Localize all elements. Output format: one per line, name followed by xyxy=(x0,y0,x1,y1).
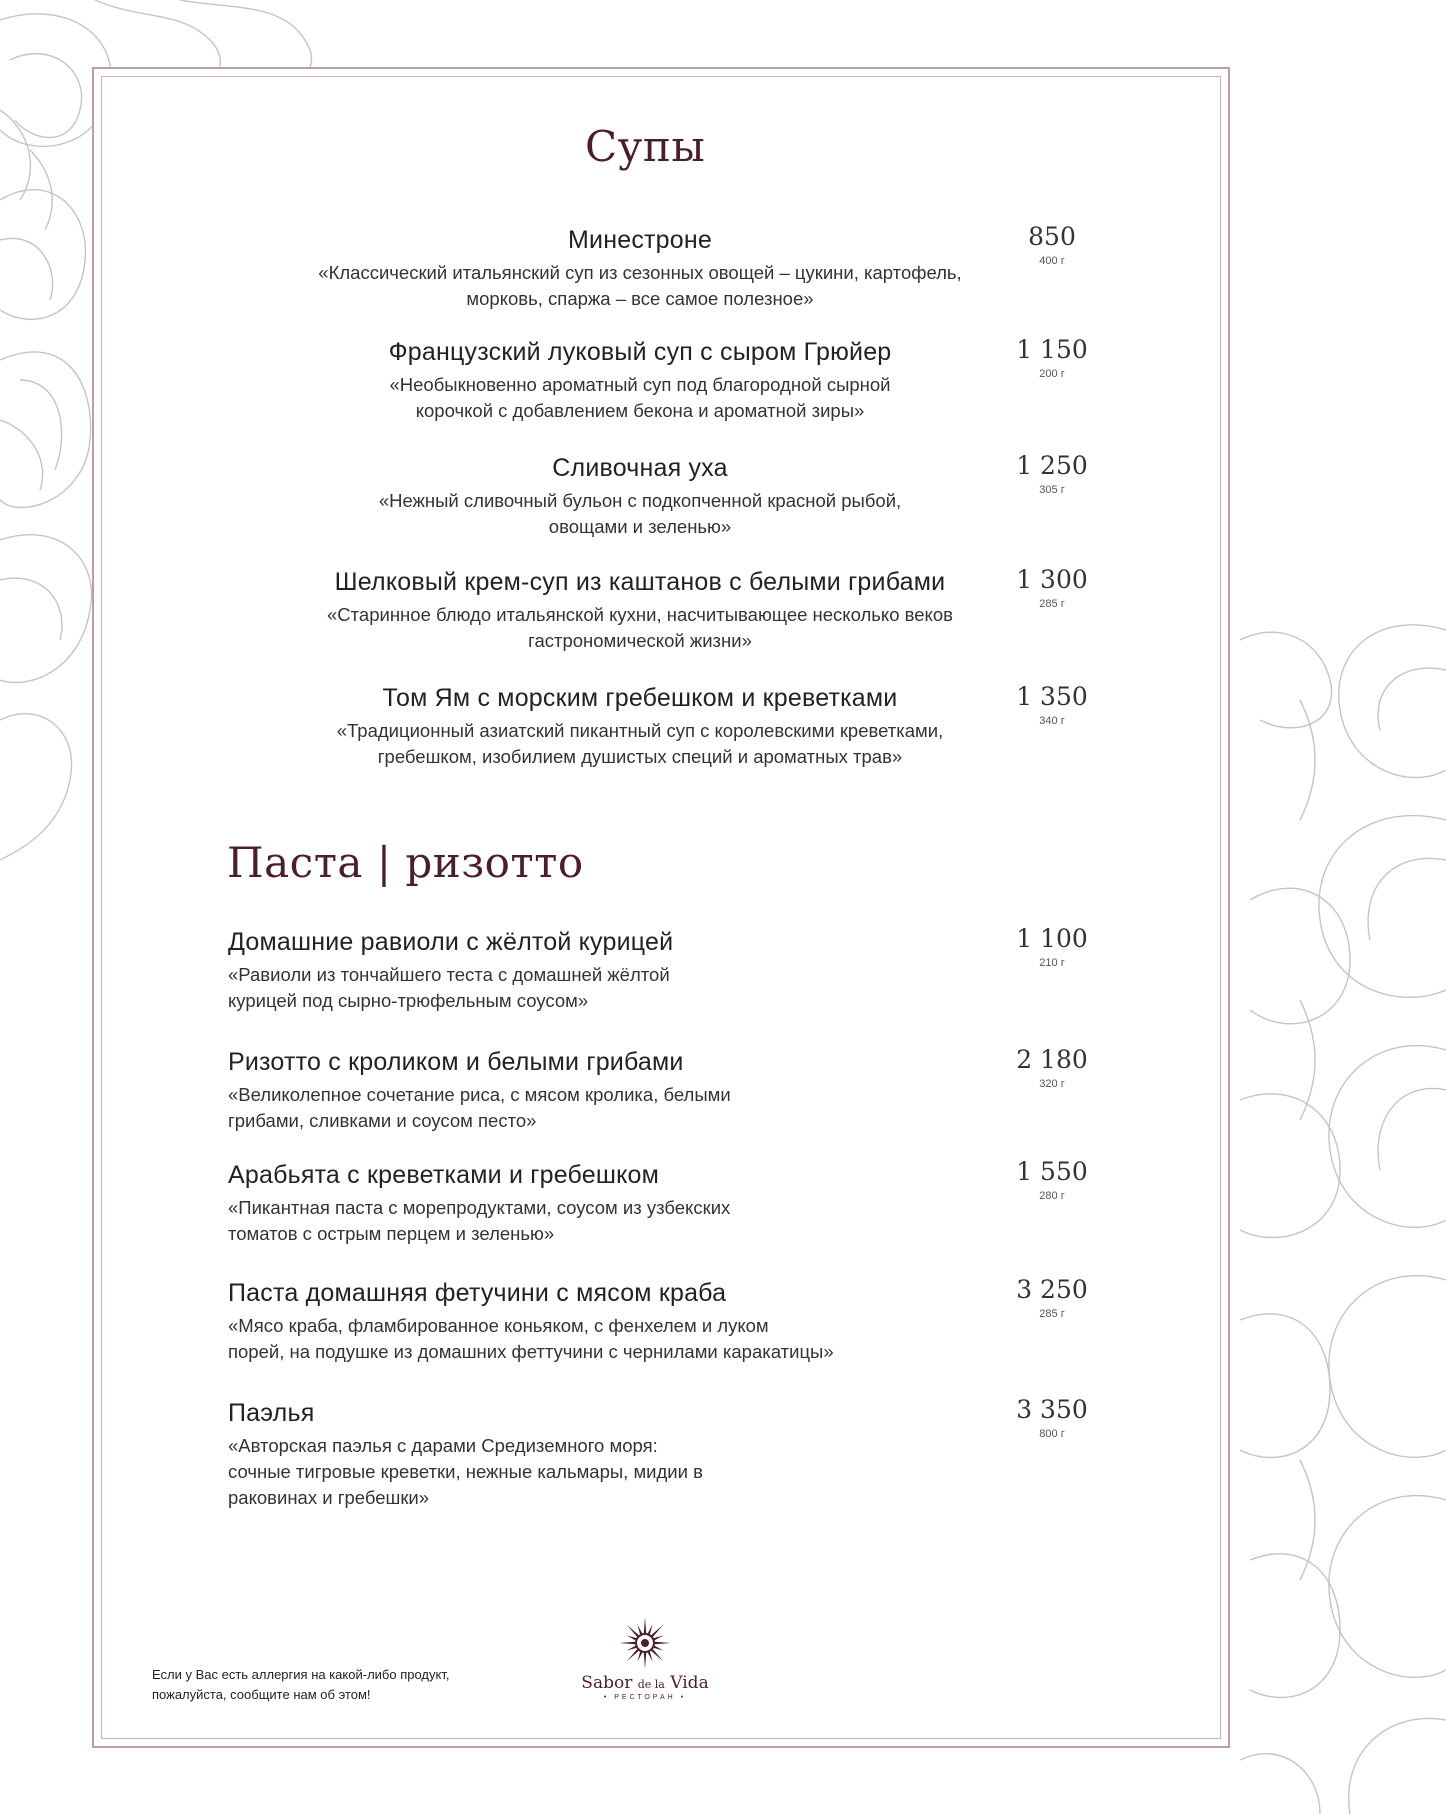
dish-name: Сливочная уха xyxy=(552,454,728,482)
section-title-pasta: Паста | ризотто xyxy=(227,838,584,887)
dish-name: Шелковый крем-суп из каштанов с белыми грибами xyxy=(334,568,946,596)
sun-ray xyxy=(627,1649,639,1661)
dish-price-creamy-ukha: 1 250 305 г xyxy=(1016,451,1088,496)
sun-ray xyxy=(648,1625,653,1635)
dish-price-minestrone: 850 400 г xyxy=(1028,222,1076,267)
sun-ray xyxy=(648,1652,653,1662)
dish-price-arrabbiata: 1 550 280 г xyxy=(1016,1157,1088,1202)
sun-ray xyxy=(655,1642,671,1644)
dish-price-paella: 3 350 800 г xyxy=(1016,1395,1088,1440)
dish-name: Арабьята с креветками и гребешком xyxy=(228,1161,660,1189)
sun-ray xyxy=(627,1625,639,1637)
dish-description: «Пикантная паста с морепродуктами, соусом из узбекских томатов с острым перцем и зеленью» xyxy=(228,1197,731,1244)
sun-ray xyxy=(651,1625,663,1637)
dish-ravioli xyxy=(228,926,928,1014)
dish-arrabbiata xyxy=(228,1159,928,1247)
dish-description: «Мясо краба, фламбированное коньяком, с фенхелем и луком порей, на подушке из домашних феттучини с чернилами каракатицы» xyxy=(228,1315,834,1362)
dish-description: «Необыкновенно ароматный суп под благородной сырной корочкой с добавлением бекона и ароматной зиры» xyxy=(389,374,891,421)
sun-ray xyxy=(654,1646,664,1651)
dish-description: «Равиоли из тончайшего теста с домашней жёлтой курицей под сырно-трюфельным соусом» xyxy=(228,964,670,1011)
dish-name: Французский луковый суп с сыром Грюйер xyxy=(388,338,892,366)
dish-chestnut-soup xyxy=(290,566,990,654)
restaurant-logo xyxy=(580,1615,710,1701)
dish-description: «Нежный сливочный бульон с подкопченной красной рыбой, овощами и зеленью» xyxy=(378,490,902,537)
dish-price-chestnut-soup: 1 300 285 г xyxy=(1016,565,1088,610)
dish-creamy-ukha xyxy=(290,452,990,540)
dish-price-ravioli: 1 100 210 г xyxy=(1016,924,1088,969)
dish-name: Паста домашняя фетучини с мясом краба xyxy=(228,1279,727,1307)
dish-description: «Авторская паэлья с дарами Средиземного моря: сочные тигровые креветки, нежные кальмары, мидии в раковинах и гребешки» xyxy=(228,1435,703,1508)
dish-description: «Старинное блюдо итальянской кухни, насчитывающее несколько веков гастрономической жизни» xyxy=(327,604,953,651)
dish-name: Паэлья xyxy=(228,1399,315,1427)
allergy-notice: Если у Вас есть аллергия на какой-либо продукт, пожалуйста, сообщите нам об этом! xyxy=(152,1667,450,1702)
sun-ray xyxy=(651,1649,663,1661)
sun-ray xyxy=(644,1617,646,1633)
dish-description: «Классический итальянский суп из сезонных овощей – цукини, картофель, морковь, спаржа – все самое полезное» xyxy=(318,262,962,309)
dish-paella xyxy=(228,1397,928,1511)
dish-name: Домашние равиоли с жёлтой курицей xyxy=(228,928,674,956)
dish-tom-yam xyxy=(290,682,990,770)
sun-ray xyxy=(627,1646,637,1651)
dish-name: Минестроне xyxy=(568,226,712,254)
dish-description: «Традиционный азиатский пикантный суп с королевскими креветками, гребешком, изобилием душистых специй и ароматных трав» xyxy=(336,720,944,767)
sun-ray xyxy=(637,1625,642,1635)
dish-price-tom-yam: 1 350 340 г xyxy=(1016,682,1088,727)
logo-wordmark: Sabor de la Vida xyxy=(581,1673,709,1693)
dish-price-onion-soup: 1 150 200 г xyxy=(1016,335,1088,380)
section-title-soups: Супы xyxy=(585,122,706,171)
sun-ray xyxy=(619,1642,635,1644)
dish-price-risotto: 2 180 320 г xyxy=(1016,1045,1088,1090)
sun-ray xyxy=(644,1653,646,1669)
dish-name: Том Ям с морским гребешком и креветками xyxy=(382,684,898,712)
dish-price-fettuccine-crab: 3 250 285 г xyxy=(1016,1275,1088,1320)
dish-onion-soup xyxy=(290,336,990,424)
sun-ray xyxy=(627,1635,637,1640)
dish-description: «Великолепное сочетание риса, с мясом кролика, белыми грибами, сливками и соусом песто» xyxy=(228,1084,731,1131)
dish-minestrone xyxy=(290,224,990,312)
dish-risotto xyxy=(228,1046,928,1134)
dish-name: Ризотто с кроликом и белыми грибами xyxy=(228,1048,684,1076)
sun-icon xyxy=(617,1615,673,1671)
logo-subtitle: • РЕСТОРАН • xyxy=(603,1694,687,1701)
dish-fettuccine-crab xyxy=(228,1277,988,1365)
sun-ray xyxy=(637,1652,642,1662)
sun-ray xyxy=(654,1635,664,1640)
